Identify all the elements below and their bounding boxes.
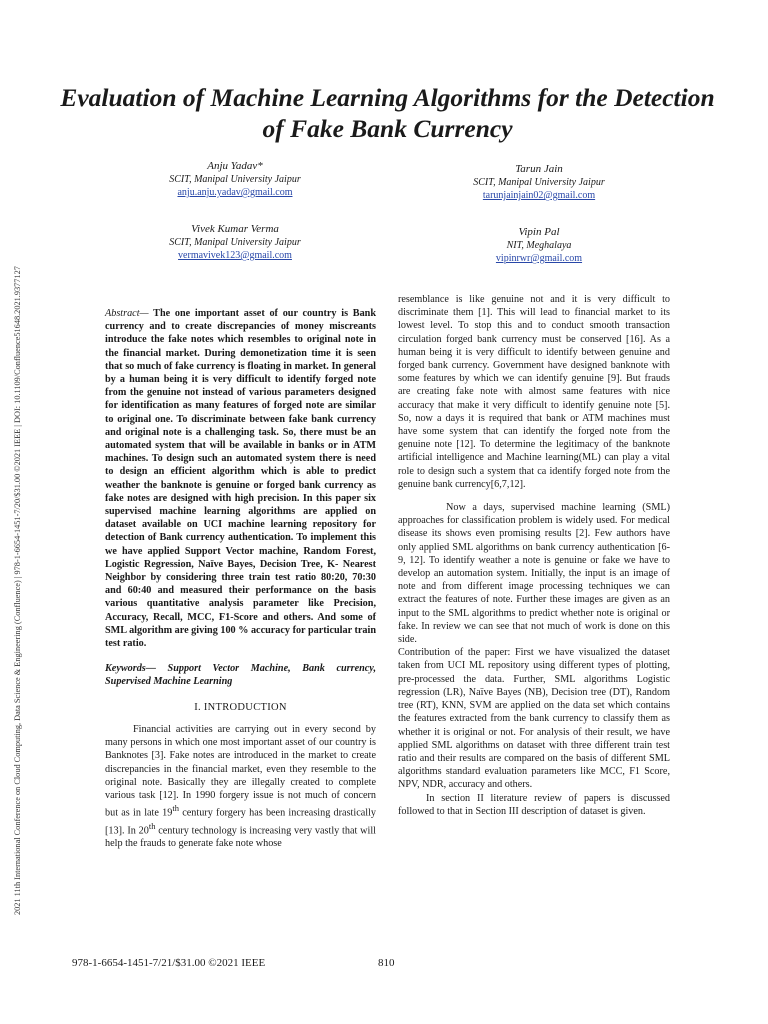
author-block bbox=[419, 226, 659, 265]
body-paragraph: Now a days, supervised machine learning (SML) approaches for classification problem is widely used. For medical disease its shows even promising results [2]. Few authors have only applied SML algorithms on bank currency authentication [6-9, 12]. To identify weather a note is genuine or fake we have to develop an automation system. Initially, the input is an image of note and from different image processing techniques we can extract the features of note. Further these images are given as an input to the SML algorithms to predict whether note is original or fake. In review we can see that not much of work is done on this side. bbox=[398, 502, 670, 646]
left-column bbox=[105, 307, 376, 851]
author-name: Tarun Jain bbox=[515, 163, 563, 175]
author-name: Anju Yadav* bbox=[207, 160, 263, 172]
author-name: Vipin Pal bbox=[518, 226, 560, 238]
contribution-paragraph: Contribution of the paper: First we have visualized the dataset taken from UCI ML repository using different types of plotting, pre-processed the data. Further, SML algorithms Logistic regression (LR), Naïve Bayes (NB), Decision tree (DT), Random tree (RT), KNN, SVM are applied on the data set which contains the features extracted from the bank currency to classify them as whether it is original or not. For analysis of their result, we have applied SML algorithms on dataset with three different train test ratio and their results are compared on the basis of different SML algorithms standard evaluation parameters like MCC, F1 Score, NPV, NDR, accuracy and others. bbox=[398, 647, 670, 791]
author-block bbox=[419, 163, 659, 202]
right-column bbox=[398, 293, 670, 818]
author-block bbox=[115, 223, 355, 262]
abstract bbox=[105, 307, 376, 650]
page-number: 810 bbox=[378, 957, 395, 969]
author-block bbox=[115, 160, 355, 199]
author-affiliation: NIT, Meghalaya bbox=[506, 240, 572, 251]
author-email[interactable]: vermavivek123@gmail.com bbox=[178, 250, 292, 261]
keywords: Keywords— Support Vector Machine, Bank currency, Supervised Machine Learning bbox=[105, 663, 376, 688]
paper-title: Evaluation of Machine Learning Algorithms for the Detection of Fake Bank Currency bbox=[60, 83, 715, 143]
author-affiliation: SCIT, Manipal University Jaipur bbox=[169, 237, 301, 248]
author-email[interactable]: anju.anju.yadav@gmail.com bbox=[177, 187, 293, 198]
author-email[interactable]: tarunjainjain02@gmail.com bbox=[482, 190, 596, 201]
footer-isbn: 978-1-6654-1451-7/21/$31.00 ©2021 IEEE bbox=[72, 957, 266, 969]
author-affiliation: SCIT, Manipal University Jaipur bbox=[169, 174, 301, 185]
section-heading-introduction: I. INTRODUCTION bbox=[194, 701, 287, 713]
author-affiliation: SCIT, Manipal University Jaipur bbox=[473, 177, 605, 188]
body-paragraph: In section II literature review of papers is discussed followed to that in Section III description of dataset is given. bbox=[398, 792, 670, 817]
citation-sidebar bbox=[12, 105, 24, 915]
intro-paragraph: Financial activities are carrying out in every second by many persons in which one most important asset of our country is Banknotes [3]. Fake notes are introduced in the market to create discrepancies in the financial market, even they resemble to the original note. Basically they are illegally created to complete various task [12]. In 1990 forgery issue is not much of concern but as in late 19th century forgery has been increasing drastically [13]. In 20th century technology is increasing very vastly that will help the frauds to generate fake note whose bbox=[105, 723, 376, 850]
abstract-text: The one important asset of our country is Bank currency and to create discrepancies of money miscreants introduce the fake notes which resembles to original note in the financial market. During demonetization time it is seen that so much of fake currency is floating in market. In general by a human being it is very difficult to identify forged note from the genuine not instead of various parameters designed for identification as many features of forged note are similar to original one. To discriminate between fake bank currency and original note is a challenging task. So, there must be an automated system that will be available in banks or in ATM machines. To design such an automated system there is need to design an efficient algorithm which is able to predict weather the banknote is genuine or forged bank currency as fake notes are designed with high precision. In this paper six supervised machine learning algorithms are applied on dataset available on UCI machine learning repository for detection of Bank currency authentication. To implement this we have applied Support Vector machine, Random Forest, Logistic Regression, Naïve Bayes, Decision Tree, K- Nearest Neighbor by considering three train test ratio 80:20, 70:30 and 60:40 and measured their performance on the basis various quantitative analysis parameter like Precision, Accuracy, Recall, MCC, F1-Score and others. And some of SML algorithm are giving 100 % accuracy for particular train test ratio. bbox=[105, 308, 376, 650]
citation-text: 2021 11th International Conference on Cloud Computing, Data Science & Engineering (Confluence) | 978-1-6654-1451-7/20/$31.00 ©2021 IEEE | DOI: 10.1109/Confluence51648.2021.9377127 bbox=[13, 266, 22, 915]
body-paragraph: resemblance is like genuine not and it is very difficult to discriminate them [1]. This will lead to financial market to its lowest level. To stop this and to conduct smooth transaction circulation forged bank currency must be conserved [16]. As a human being it is very difficult to identify between genuine and forged bank currency. Government have designed banknote with some features by which we can identify genuine [9]. But frauds are creating fake note with almost same features with nice accuracy that make it very difficult to identify genuine note [5]. So, now a days it is required that bank or ATM machines must have some system that can identify the forged note from the genuine note [12]. To determine the legitimacy of the banknote artificial intelligence and Machine learning(ML) can play a vital role to design such a system that ca identify forged note from the genuine bank currency[6,7,12]. bbox=[398, 294, 670, 490]
abstract-label: Abstract— bbox=[105, 308, 149, 319]
author-name: Vivek Kumar Verma bbox=[191, 223, 279, 235]
author-email[interactable]: vipinrwr@gmail.com bbox=[495, 253, 583, 264]
